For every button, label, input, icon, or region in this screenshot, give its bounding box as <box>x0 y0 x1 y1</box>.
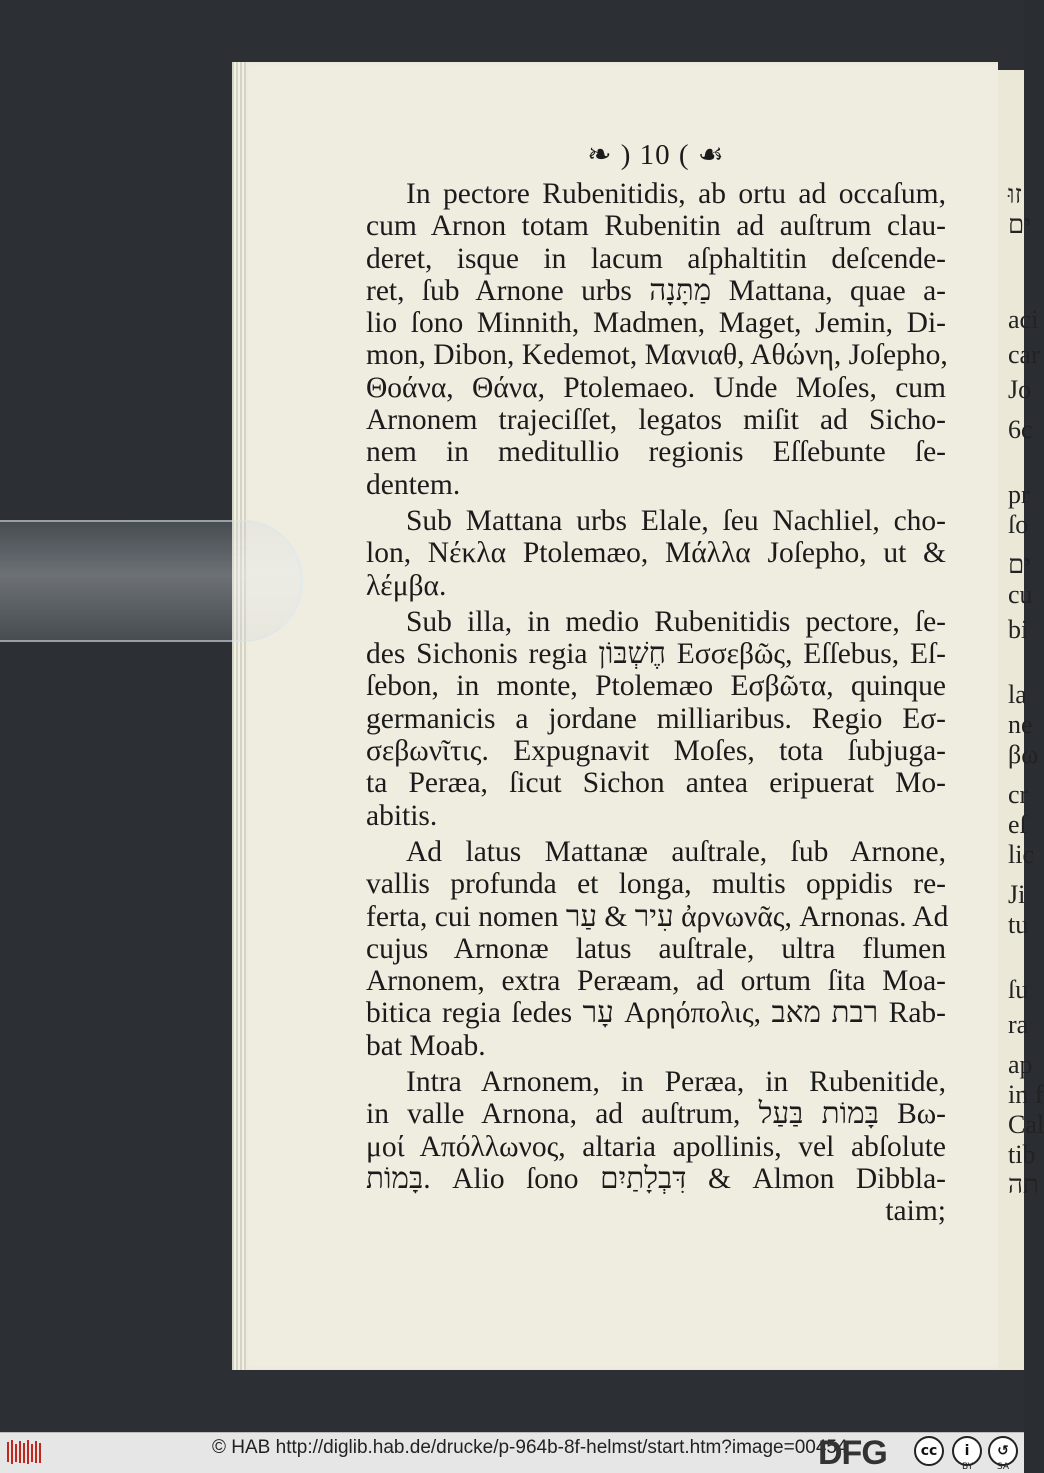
page-text <box>366 138 949 1228</box>
dfg-logo: DFG <box>818 1434 887 1472</box>
text-line: taim; <box>885 1195 946 1228</box>
next-page-fragment: ים <box>1008 550 1032 579</box>
next-page-fragment: pr <box>1008 480 1030 509</box>
next-page-fragment: 6c <box>1008 415 1033 444</box>
text-line: σεβωνῖτις. Expugnavit Moſes, tota ſubjuga- <box>366 735 946 768</box>
text-line: bitica regia ſedes עָר Αρηόπολις, רבת מאב Rab- <box>366 997 946 1030</box>
text-line: lon, Νέκλα Ptolemæo, Μάλλα Joſepho, ut & <box>366 537 946 570</box>
next-page-fragment: תה <box>1008 1170 1039 1199</box>
next-page-fragment: Cal <box>1008 1110 1044 1139</box>
next-page-fragment: eſ <box>1008 810 1027 839</box>
text-line: Ad latus Mattanæ auſtrale, ſub Arnone, <box>406 835 946 868</box>
next-page-fragment: ne <box>1008 710 1033 739</box>
text-line: nem in meditullio regionis Eſſebunte ſe- <box>366 436 946 469</box>
text-line: Arnonem trajeciſſet, legatos miſit ad Sicho- <box>366 404 946 437</box>
text-line: בָּמוֹת. Alio ſono דִּבְלָתַיִם & Almon Dibbla- <box>366 1162 946 1195</box>
next-page-fragment: car <box>1008 340 1040 369</box>
next-page-fragment: tu <box>1008 910 1029 939</box>
text-line: germanicis a jordane milliaribus. Regio Εσ- <box>366 702 946 735</box>
hab-logo-icon <box>6 1438 44 1466</box>
text-line: ferta, cui nomen עִיר & עַר ἀρνωνᾶς, Arnonas. Ad <box>366 900 949 933</box>
text-line: Sub illa, in medio Rubenitidis pectore, ſe- <box>406 605 946 638</box>
text-line: Arnonem, extra Peræam, ad ortum ſita Moa- <box>366 965 946 998</box>
cc-sa-icon: ↺ <box>988 1436 1018 1466</box>
cc-by-icon: i <box>952 1436 982 1466</box>
text-line: ſebon, in monte, Ptolemæo Εσβῶτα, quinque <box>366 670 946 703</box>
next-page-fragment: la <box>1008 680 1027 709</box>
page-holder-clip <box>0 520 303 642</box>
next-page-fragment: ſu <box>1008 975 1029 1004</box>
next-page-fragment: aci <box>1008 305 1039 334</box>
text-line: deret, isque in lacum aſphaltitin deſcende- <box>366 242 946 275</box>
cc-sa-label: SA <box>997 1462 1010 1472</box>
text-line: bat Moab. <box>366 1029 486 1062</box>
next-page-fragment: ſo <box>1008 510 1029 539</box>
text-line: dentem. <box>366 468 461 501</box>
text-line: mon, Dibon, Kedemot, Μανιαθ, Αθώνη, Joſepho, <box>366 339 948 372</box>
next-page-fragment: ap <box>1008 1050 1033 1079</box>
text-line: in valle Arnona, ad auſtrum, בָּמוֹת בַּעַל Βω- <box>366 1098 946 1131</box>
text-line: abitis. <box>366 799 438 832</box>
next-page-fragment: ים <box>1008 210 1032 239</box>
cc-by-label: BY <box>962 1462 974 1472</box>
cc-license-icon[interactable]: cc <box>914 1436 944 1466</box>
next-page-fragment: cr <box>1008 780 1029 809</box>
next-page-fragment: זוּ <box>1008 180 1022 209</box>
next-page-fragment: βω <box>1008 740 1039 769</box>
source-link[interactable]: © HAB http://diglib.hab.de/drucke/p-964b-8f-helmst/start.htm?image=00454 <box>212 1437 848 1458</box>
next-page-fragment: tib <box>1008 1140 1036 1169</box>
next-page-fragment: bi <box>1008 615 1029 644</box>
text-line: cum Arnon totam Rubenitin ad auſtrum clau- <box>366 210 946 243</box>
next-page-fragment: lic <box>1008 840 1034 869</box>
text-line: λέμβα. <box>366 569 447 602</box>
page-edges <box>232 62 246 1370</box>
next-page-fragment: Jo <box>1008 375 1032 404</box>
text-line: cujus Arnonæ latus auſtrale, ultra flumen <box>366 932 946 965</box>
text-line: ta Peræa, ſicut Sichon antea eripuerat Mo- <box>366 767 946 800</box>
text-line: vallis profunda et longa, multis oppidis re- <box>366 868 946 901</box>
next-page-fragment: in f <box>1008 1080 1044 1109</box>
text-line: Intra Arnonem, in Peræa, in Rubenitide, <box>406 1066 946 1099</box>
body-lines <box>366 178 949 1228</box>
running-head: ❧ ) 10 ( ☙ <box>587 139 725 171</box>
text-line: lio ſono Minnith, Madmen, Maget, Jemin, Di- <box>366 307 946 340</box>
text-line: Sub Mattana urbs Elale, ſeu Nachliel, cho- <box>406 504 946 537</box>
next-page-fragment: cu <box>1008 580 1033 609</box>
text-line: ret, ſub Arnone urbs מַתָּנָה Mattana, quae a- <box>366 274 946 307</box>
text-line: Θοάνα, Θάνα, Ptolemaeo. Unde Moſes, cum <box>366 371 946 404</box>
text-line: des Sichonis regia חֶשְׁבּוֹן Εσσεβῶς, Eſſebus, Eſ- <box>366 638 946 671</box>
text-line: In pectore Rubenitidis, ab ortu ad occaſum, <box>406 178 946 210</box>
text-line: μοί Απόλλωνος, altaria apollinis, vel abſolute <box>366 1130 946 1163</box>
next-page-fragment: Ji <box>1008 880 1026 909</box>
next-page-fragment: ra <box>1008 1010 1029 1039</box>
